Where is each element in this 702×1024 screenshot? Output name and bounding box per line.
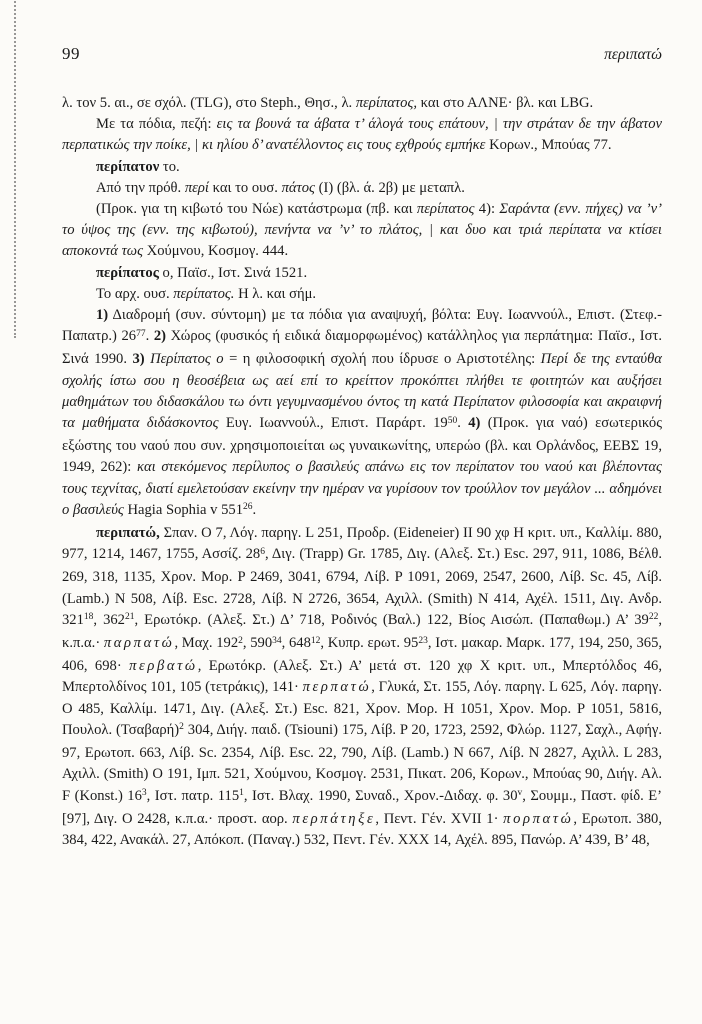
running-head: περιπατώ <box>604 46 662 63</box>
text-run: εις τα βουνά τα άβατα τ’ άλογά τους επάτουν, | την στράταν δε την άβατον περπατικώς την ποίκε, | κι ηλίου δ’ ανατέλλοντος εις τους εχθρούς εμπήκε <box>62 116 662 154</box>
text-run: παρπατώ <box>103 635 175 652</box>
superscript-ref: 3 <box>141 788 147 798</box>
text-run: , Διγ. (Trapp) Gr. 1785, Διγ. (Αλεξ. Στ.) Esc. 297, 911, 1086, Βέλθ. 269, 318, 1135, Χρον. Μορ. P 2469, 3041, 6794, Λίβ. P 1091, 2069, 2547, 2600, Λίβ. Sc. 45, Λίβ. (Lamb.) N 508, Λίβ. Esc. 2728, Λίβ. N 2726, 3654, Αχιλλ. (Smith) N 414, Αχέλ. 1511, Διγ. Ανδρ. 321 <box>62 546 662 628</box>
text-run: περπατώ <box>302 679 372 696</box>
text-run: Από την πρόθ. <box>96 179 185 196</box>
text-run: 1) <box>96 307 109 324</box>
text-run: , Ιστ. Βλαχ. 1990, Συναδ., Χρον.-Διδαχ. φ. 30 <box>243 787 518 804</box>
scan-edge-artifact <box>14 0 16 338</box>
text-run: Το αρχ. ουσ. <box>96 285 174 302</box>
superscript-ref: 2 <box>238 635 243 646</box>
text-run: πορπατώ <box>503 810 574 827</box>
text-run: Περίπατος ο <box>150 351 224 368</box>
text-run: = η φιλοσοφική σχολή που ίδρυσε ο Αριστοτέλης: <box>223 351 541 368</box>
superscript-ref: 21 <box>124 612 135 623</box>
paragraph-senses <box>62 305 662 523</box>
text-run: (Προκ. για ναό) εσωτερικός εξώστης του ναού που συν. χρησιμοποιείται ως γυναικωνίτης, υπερώο (βλ. και Ορλάνδος, ΕΕΒΣ 19, 1949, 262): <box>62 415 662 476</box>
text-run: περίπατος. <box>173 285 235 302</box>
superscript-ref: 18 <box>83 612 94 623</box>
text-run: Χώρος (φυσικός ή ειδικά διαμορφωμένος) κατάλληλος για περπάτημα: Παϊσ., Ιστ. Σινά 1990. <box>62 328 662 368</box>
text-run: λ. τον 5. αι., σε σχόλ. (TLG), στο Steph., Θησ., λ. <box>62 95 356 111</box>
text-run: (Ι) (βλ. ά. 2β) με μεταπλ. <box>314 179 465 196</box>
superscript-ref: 50 <box>447 415 458 426</box>
text-run: , Ιστ. μακαρ. Μαρκ. 177, 194, 250, 365, 406, 698· <box>62 635 663 675</box>
text-run: , κ.π.α.· <box>62 611 662 652</box>
text-run: Σπαν. Ο 7, Λόγ. παρηγ. L 251, Προδρ. (Eideneier) ΙΙ 90 χφ Η κριτ. υπ., Καλλίμ. 880, 977, 1214, 1467, 1755, Ασσίζ. 28 <box>62 525 662 563</box>
text-run: ο, Παϊσ., Ιστ. Σινά 1521. <box>158 264 308 281</box>
paragraph-entry-head <box>62 263 662 284</box>
superscript-ref: 26 <box>243 502 253 513</box>
text-block <box>62 93 662 851</box>
text-run: , Κυπρ. ερωτ. 95 <box>320 635 419 652</box>
text-run: , Ερωτόκρ. (Αλεξ. Στ.) Δ’ 718, Ροδινός (Βαλ.) 122, Βίος Αισώπ. (Παπαθωμ.) Α’ 39 <box>134 611 649 628</box>
text-run: Με τα πόδια, πεζή: <box>96 116 217 133</box>
superscript-ref: 23 <box>418 635 428 646</box>
page-header <box>62 44 662 64</box>
paragraph-note <box>62 284 662 305</box>
text-run: . <box>145 328 154 345</box>
text-run: , Μαχ. 192 <box>174 635 239 652</box>
text-run: 2) <box>153 328 167 345</box>
text-run: 3) <box>132 351 145 368</box>
text-run: , Γλυκά, Στ. 155, Λόγ. παρηγ. L 625, Λόγ. παρηγ. Ο 485, Καλλίμ. 1471, Διγ. (Αλεξ. Στ.) Esc. 821, Χρον. Μορ. Η 1051, Χρον. Μορ. P 1051, 5816, Πουλολ. (Τσαβαρή) <box>62 679 662 738</box>
text-run: Η λ. και σήμ. <box>234 285 317 302</box>
paragraph-sense-para <box>62 199 662 263</box>
text-run: , Ερωτοπ. 380, 384, 422, Ανακάλ. 27, Απόκοπ. (Παναγ.) 532, Πεντ. Γέν. XXX 14, Αχέλ. 895, Πανώρ. Α’ 439, Β’ 48, <box>62 810 663 848</box>
text-run: περβατώ <box>129 658 198 675</box>
text-run: περίπατος <box>416 201 475 218</box>
text-run: , Σουμμ., Παστ. φίδ. Ε’ [97], Διγ. Ο 2428, κ.π.α.· προστ. αορ. <box>62 787 662 827</box>
text-run: (Προκ. για τη κιβωτό του Νώε) κατάστρωμα (πβ. και <box>96 201 417 218</box>
superscript-ref: 34 <box>272 635 282 646</box>
page-number: 99 <box>62 44 80 63</box>
text-run: 304, Διήγ. παιδ. (Tsiouni) 175, Λίβ. P 20, 1723, 2592, Φλώρ. 1127, Σαχλ., Αφήγ. 97, Ερωτοπ. 663, Λίβ. Sc. 2354, Λίβ. Esc. 22, 790, Λίβ. (Lamb.) N 667, Λίβ. N 2827, Αχιλλ. L 283, Αχιλλ. (Smith) Ο 191, Ιμπ. 521, Χούμνου, Κοσμογ. 2531, Πικατ. 206, Κορων., Μπούας 90, Διήγ. Αλ. F (Konst.) 16 <box>62 721 662 804</box>
text-run: πάτος <box>281 179 315 196</box>
text-run: και στο ΑΛΝΕ· βλ. και LBG. <box>417 95 594 111</box>
paragraph-etymology <box>62 178 662 199</box>
text-run: , 362 <box>93 611 125 628</box>
paragraph-quote-para <box>62 114 662 156</box>
text-run: Περί δε της ενταύθα σχολής ίστω σου η θεοσέβεια ως αεί επί το κρείττον προκόπτει πλήθει τε φοιτητών και αυξήσει μαθημάτων του διδασκάλου τω όντι γεγυμνασμένου όντος τη κατά Περίπατον φιλοσοφία και ακραιφνή τα μαθήματα διδάσκοντος <box>62 351 662 432</box>
text-run: Hagia Sophia v 551 <box>127 501 243 518</box>
text-run: , Ερωτόκρ. (Αλεξ. Στ.) Α’ μετά στ. 120 χφ Χ κριτ. υπ., Μπερτόλδος 46, Μπερτολδίνος 101, 105 (τετράκις), 141· <box>62 658 662 696</box>
text-run: Χούμνου, Κοσμογ. 444. <box>146 243 289 260</box>
superscript-ref: v <box>517 788 523 798</box>
superscript-ref: 77 <box>136 328 146 339</box>
paragraph-continuation <box>62 93 662 114</box>
text-run: Διαδρομή (συν. σύντομη) με τα πόδια για αναψυχή, βόλτα: Ευγ. Ιωαννούλ., Επιστ. (Στεφ.-Παπατρ.) 26 <box>62 307 662 345</box>
text-run: περίπατος, <box>355 95 418 111</box>
text-run: περίπατον <box>96 158 160 175</box>
superscript-ref: 22 <box>648 612 659 623</box>
text-run: . <box>252 501 257 518</box>
text-run: περπάτηξε <box>292 810 376 827</box>
text-run: Ευγ. Ιωαννούλ., Επιστ. Παράρτ. 19 <box>225 415 448 432</box>
paragraph-entry-head <box>62 157 662 178</box>
superscript-ref: 2 <box>179 722 184 733</box>
text-run: 4) <box>468 415 481 432</box>
text-run: , 590 <box>242 635 273 652</box>
text-run: περιπατώ, <box>96 525 160 542</box>
text-run: 4): <box>474 201 500 218</box>
text-run: περίπατος <box>96 264 159 281</box>
paragraph-entry-refs <box>62 523 662 851</box>
text-run: και στεκόμενος περίλυπος ο βασιλεύς απάνω εις τον περίπατον του ναού και βλέποντας τους τεχνίτας, διατί εμελετούσαν εκείνην την ημέραν να γυρίσουν τον τρούλλον τον μεγάλον ... αδημόνει ο βασιλεύς <box>62 459 662 518</box>
superscript-ref: 6 <box>260 546 265 557</box>
text-run: Σαράντα (ενν. πήχες) να ’ν’ το ύψος της (ενν. της κιβωτού), πενήντα να ’ν’ το πλάτος, | και δυο και τριά περίπατα να κτίσει αποκοντά τως <box>62 201 662 260</box>
superscript-ref: 12 <box>310 635 321 646</box>
text-run: . <box>457 415 469 432</box>
superscript-ref: 1 <box>239 788 244 798</box>
text-run: Κορων., Μπούας 77. <box>489 137 612 154</box>
text-run: περί <box>184 179 209 196</box>
text-run: το. <box>159 158 180 175</box>
text-run: , Ιστ. πατρ. 115 <box>146 787 240 804</box>
text-run: , Πεντ. Γέν. XVII 1· <box>375 810 504 827</box>
text-run: και το ουσ. <box>208 179 282 196</box>
text-run: , 648 <box>281 635 311 652</box>
